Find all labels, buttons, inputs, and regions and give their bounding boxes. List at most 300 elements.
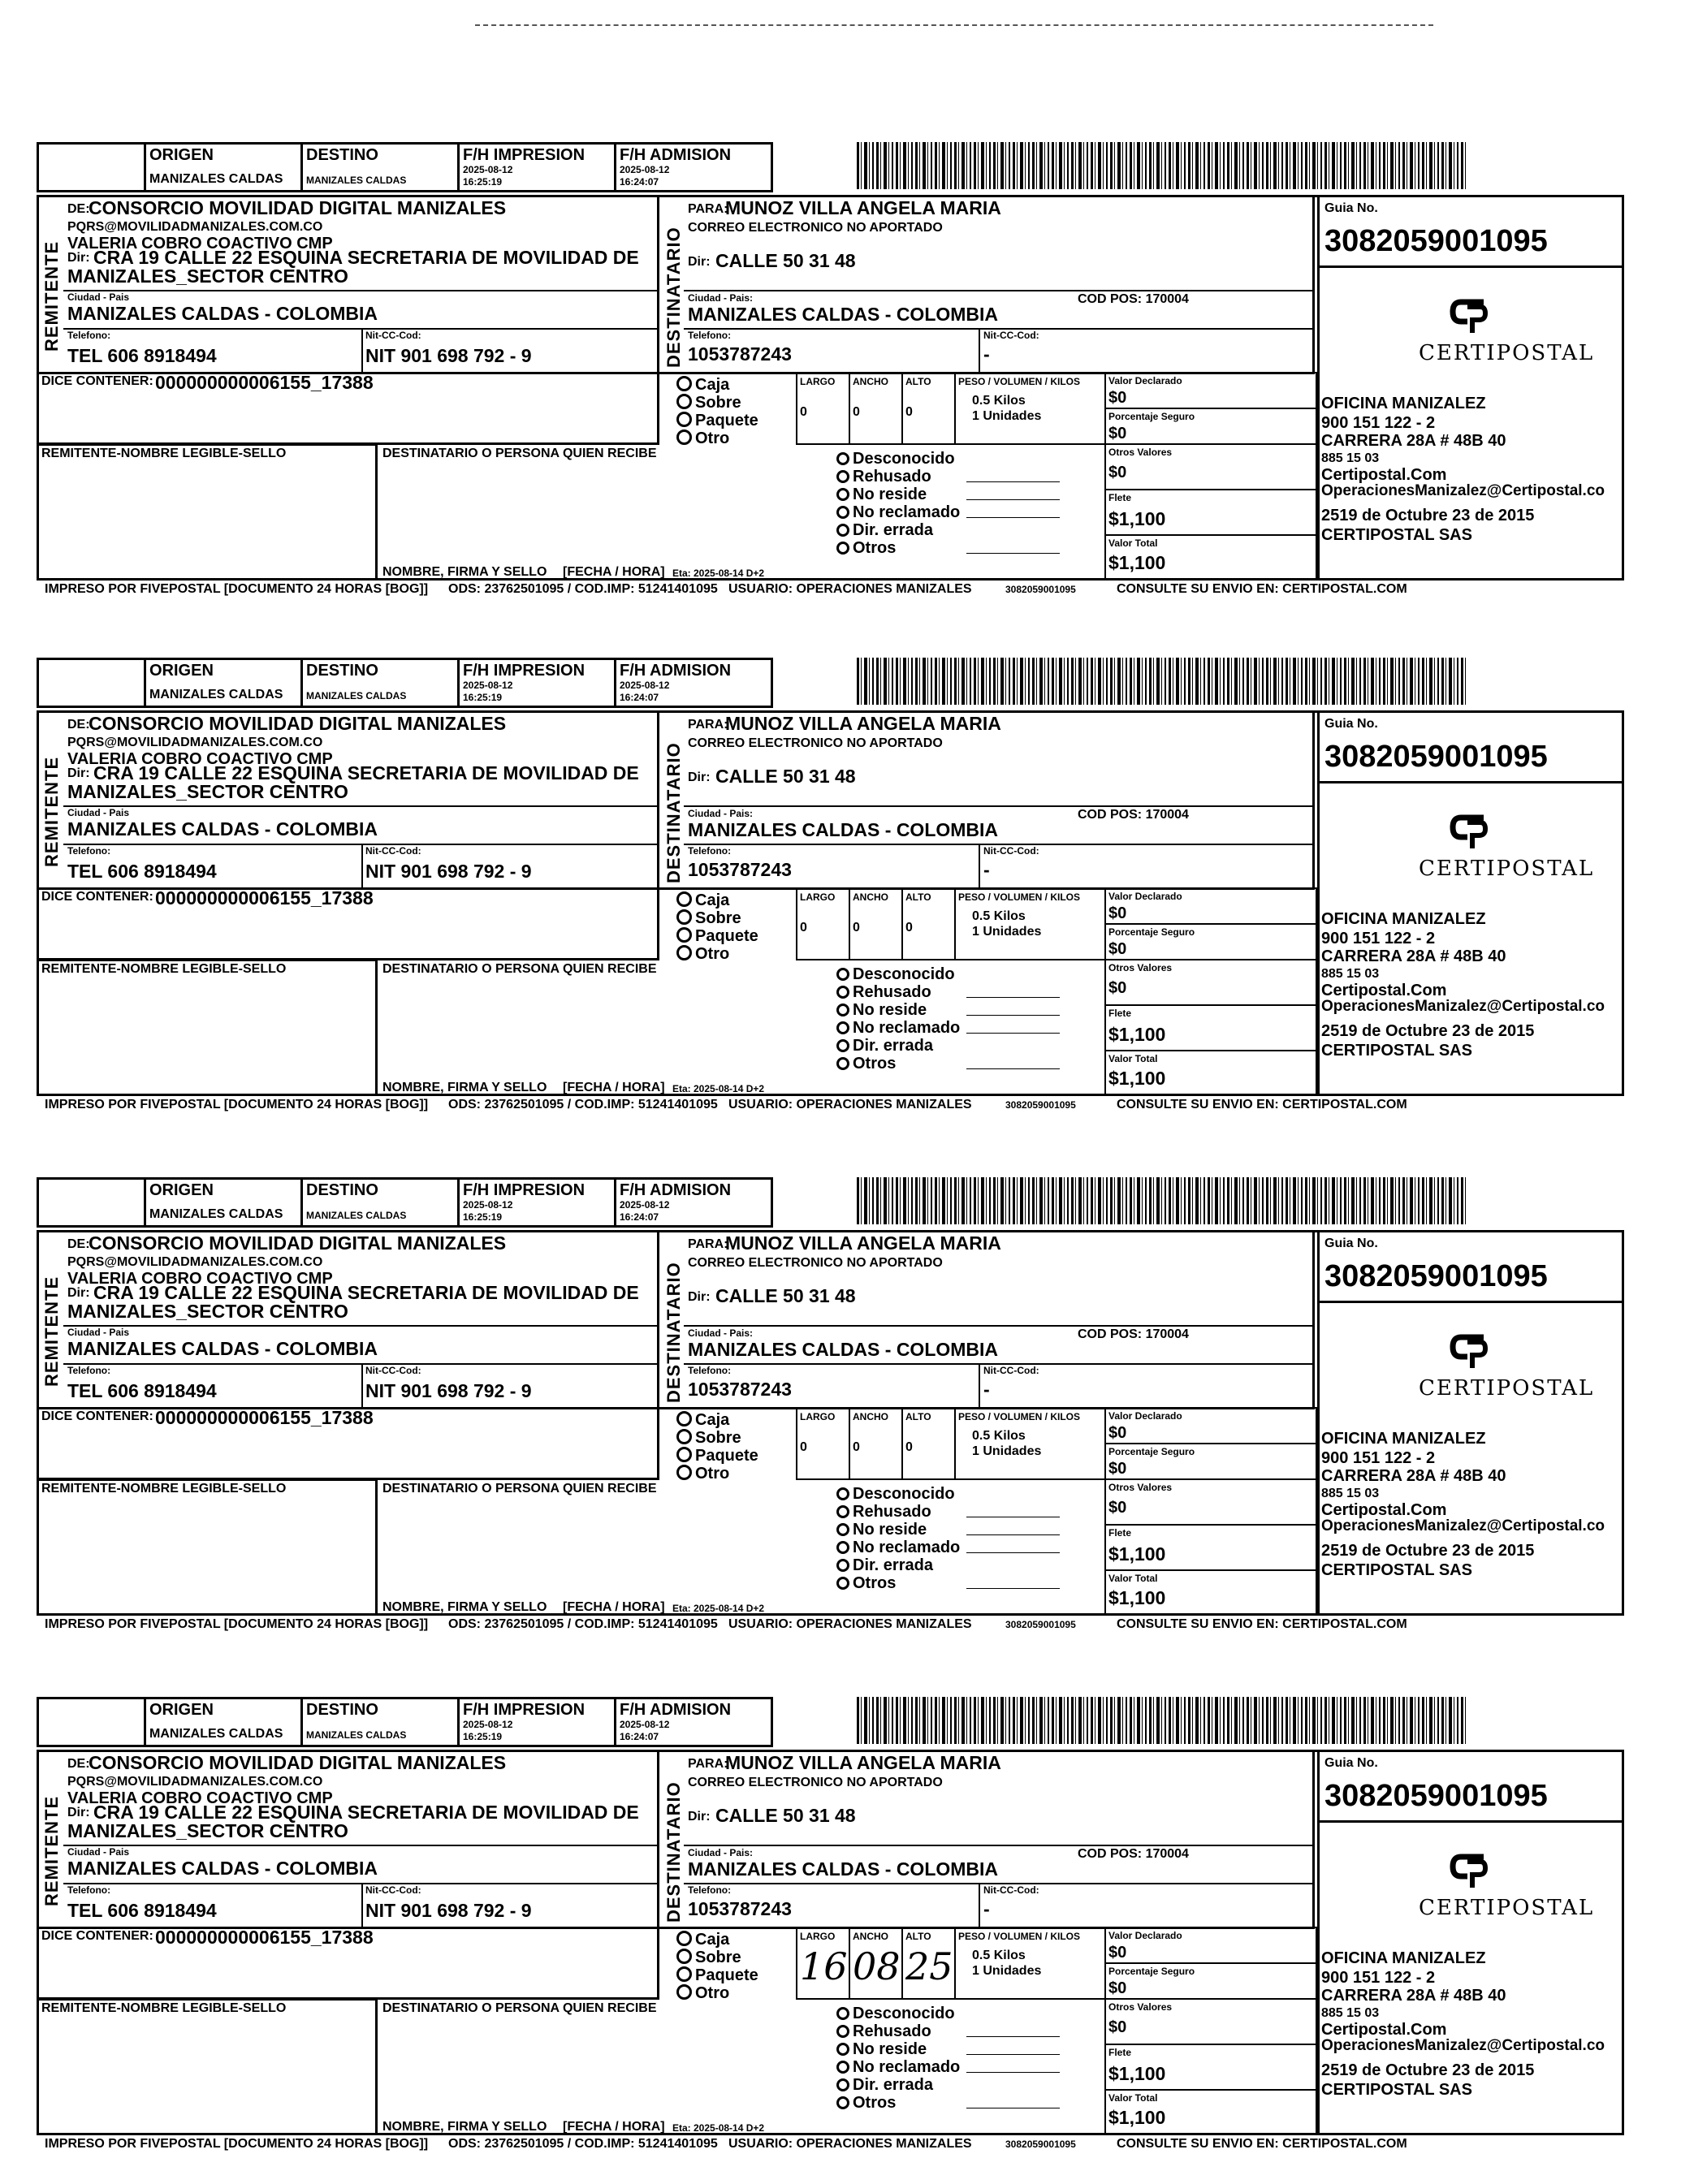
sender-nit: NIT 901 698 792 - 9 xyxy=(365,1380,532,1401)
sender-phone: TEL 606 8918494 xyxy=(67,1380,217,1401)
guia-box xyxy=(1317,195,1624,268)
firma-label: NOMBRE, FIRMA Y SELLO xyxy=(382,2120,547,2134)
sender-contact: VALERIA COBRO COACTIVO CMP xyxy=(67,1789,333,1807)
valor-declarado-label: Valor Declarado xyxy=(1108,891,1182,902)
recipient-city: MANIZALES CALDAS - COLOMBIA xyxy=(688,304,999,325)
reason-desconocido[interactable] xyxy=(836,966,955,982)
peso-label: PESO / VOLUMEN / KILOS xyxy=(958,1411,1081,1422)
radio-icon xyxy=(836,542,849,555)
flete-label: Flete xyxy=(1108,492,1132,503)
valor-declarado-value: $0 xyxy=(1108,904,1127,922)
remitente-sello-box xyxy=(37,443,378,581)
office-name: OFICINA MANIZALEZ xyxy=(1321,395,1486,412)
reason-dir-errada[interactable] xyxy=(836,1557,933,1573)
office-phone: 885 15 03 xyxy=(1321,451,1380,465)
origen-label: ORIGEN xyxy=(149,146,214,164)
destinatario-vertical-label: DESTINATARIO xyxy=(663,227,684,368)
logo-text: CERTIPOSTAL xyxy=(1419,341,1595,365)
dice-contener-label: DICE CONTENER: xyxy=(41,890,153,904)
recipient-nit-label: Nit-CC-Cod: xyxy=(983,845,1039,857)
option-paquete[interactable] xyxy=(676,412,758,429)
alto-box xyxy=(901,887,956,960)
ancho-label: ANCHO xyxy=(853,376,888,387)
sender-nit-label: Nit-CC-Cod: xyxy=(365,1884,421,1896)
remitente-sello-label: REMITENTE-NOMBRE LEGIBLE-SELLO xyxy=(41,447,287,460)
valor-total-value: $1,100 xyxy=(1108,1587,1166,1608)
reason-dir-errada-label: Dir. errada xyxy=(853,2076,933,2094)
option-otro-label: Otro xyxy=(695,429,730,447)
shipping-label xyxy=(37,1177,1624,1648)
destino-label: DESTINO xyxy=(306,1181,378,1199)
de-prefix: DE: xyxy=(67,1757,90,1771)
sender-phone-label: Telefono: xyxy=(67,1884,111,1896)
reason-rehusado-label: Rehusado xyxy=(853,2022,931,2040)
sender-city: MANIZALES CALDAS - COLOMBIA xyxy=(67,303,378,324)
footer-consulte: CONSULTE SU ENVIO EN: CERTIPOSTAL.COM xyxy=(1117,2137,1407,2151)
radio-icon xyxy=(676,1966,692,1982)
sender-city: MANIZALES CALDAS - COLOMBIA xyxy=(67,1858,378,1879)
unidades-value: 1 Unidades xyxy=(972,1444,1042,1458)
option-caja[interactable] xyxy=(676,1931,729,1948)
office-email: OperacionesManizalez@Certipostal.co xyxy=(1321,2037,1605,2054)
option-otro-label: Otro xyxy=(695,945,730,963)
option-otro[interactable] xyxy=(676,1465,729,1482)
valor-declarado-value: $0 xyxy=(1108,1944,1127,1962)
option-otro-label: Otro xyxy=(695,1465,730,1483)
divider xyxy=(63,1325,659,1327)
reason-blank-line xyxy=(966,517,1060,518)
recipient-dir-prefix: Dir: xyxy=(688,1290,711,1304)
reason-otros[interactable] xyxy=(836,2095,896,2111)
sender-phone-label: Telefono: xyxy=(67,1365,111,1376)
sender-email: PQRS@MOVILIDADMANIZALES.COM.CO xyxy=(67,736,323,749)
certipostal-c-icon xyxy=(1376,292,1563,341)
radio-icon xyxy=(676,1429,692,1444)
barcode xyxy=(857,658,1466,705)
largo-value: 16 xyxy=(800,1944,848,1988)
sender-name: CONSORCIO MOVILIDAD DIGITAL MANIZALES xyxy=(89,1232,507,1254)
flete-box xyxy=(1104,1004,1317,1051)
destino-box xyxy=(300,658,460,708)
office-resolution: 2519 de Octubre 23 de 2015 xyxy=(1321,2061,1535,2079)
recipient-name: MUNOZ VILLA ANGELA MARIA xyxy=(725,1232,1001,1254)
sender-city-label: Ciudad - Pais xyxy=(67,807,130,818)
sender-name: CONSORCIO MOVILIDAD DIGITAL MANIZALES xyxy=(89,713,507,734)
cod-pos: COD POS: 170004 xyxy=(1078,1327,1189,1341)
reason-no-reclamado-label: No reclamado xyxy=(853,1019,961,1037)
option-paquete[interactable] xyxy=(676,1966,758,1983)
remitente-sello-label: REMITENTE-NOMBRE LEGIBLE-SELLO xyxy=(41,962,287,976)
unidades-value: 1 Unidades xyxy=(972,925,1042,939)
recipient-nit: - xyxy=(983,1898,990,1919)
scan-artifact-line xyxy=(475,24,1433,26)
radio-icon xyxy=(836,1487,849,1500)
flete-value: $1,100 xyxy=(1108,2063,1166,2084)
reason-no-reside-label: No reside xyxy=(853,486,927,503)
option-paquete-label: Paquete xyxy=(695,1447,758,1465)
fh-admision-label: F/H ADMISION xyxy=(620,662,732,680)
sender-name: CONSORCIO MOVILIDAD DIGITAL MANIZALES xyxy=(89,1752,507,1773)
porcentaje-value: $0 xyxy=(1108,425,1127,442)
option-sobre[interactable] xyxy=(676,909,741,926)
destino-value: MANIZALES CALDAS xyxy=(306,1210,407,1221)
porcentaje-label: Porcentaje Seguro xyxy=(1108,411,1195,422)
footer-usuario: USUARIO: OPERACIONES MANIZALES xyxy=(728,1098,972,1111)
sender-dir-prefix: Dir: xyxy=(67,251,90,265)
fh-admision-date: 2025-08-12 xyxy=(620,680,670,691)
option-paquete[interactable] xyxy=(676,1447,758,1464)
fh-admision-time: 16:24:07 xyxy=(620,1211,659,1223)
largo-box xyxy=(796,887,850,960)
peso-box xyxy=(954,887,1106,960)
de-prefix: DE: xyxy=(67,718,90,732)
footer-guia: 3082059001095 xyxy=(1005,1099,1076,1111)
peso-box xyxy=(954,1407,1106,1480)
option-sobre[interactable] xyxy=(676,1949,741,1966)
radio-icon xyxy=(836,1505,849,1518)
flete-label: Flete xyxy=(1108,1008,1132,1019)
dice-contener-label: DICE CONTENER: xyxy=(41,1409,153,1423)
option-sobre[interactable] xyxy=(676,394,741,411)
reason-otros[interactable] xyxy=(836,1055,896,1072)
recipient-name: MUNOZ VILLA ANGELA MARIA xyxy=(725,1752,1001,1773)
guia-box xyxy=(1317,710,1624,783)
sender-address-line2: MANIZALES_SECTOR CENTRO xyxy=(67,781,348,802)
fh-admision-box xyxy=(614,1697,773,1747)
recipient-nit-label: Nit-CC-Cod: xyxy=(983,330,1039,341)
option-paquete-label: Paquete xyxy=(695,412,758,429)
sender-nit: NIT 901 698 792 - 9 xyxy=(365,1900,532,1921)
valor-total-box xyxy=(1104,1569,1317,1616)
destino-box xyxy=(300,142,460,192)
cod-pos: COD POS: 170004 xyxy=(1078,292,1189,306)
office-nit: 900 151 122 - 2 xyxy=(1321,930,1436,947)
footer-guia: 3082059001095 xyxy=(1005,2139,1076,2150)
office-nit: 900 151 122 - 2 xyxy=(1321,1449,1436,1467)
recipient-dir-prefix: Dir: xyxy=(688,770,711,784)
reason-otros[interactable] xyxy=(836,540,896,556)
radio-icon xyxy=(676,1447,692,1462)
guia-number: 3082059001095 xyxy=(1324,1779,1548,1813)
logo-text: CERTIPOSTAL xyxy=(1419,857,1595,881)
recipient-city: MANIZALES CALDAS - COLOMBIA xyxy=(688,1858,999,1880)
sender-city: MANIZALES CALDAS - COLOMBIA xyxy=(67,1338,378,1359)
destinatario-recibe-label: DESTINATARIO O PERSONA QUIEN RECIBE xyxy=(382,447,657,460)
reason-dir-errada-label: Dir. errada xyxy=(853,521,933,539)
fh-admision-box xyxy=(614,142,773,192)
recipient-nit: - xyxy=(983,343,990,365)
sender-contact: VALERIA COBRO COACTIVO CMP xyxy=(67,235,333,252)
certipostal-logo xyxy=(1376,1327,1595,1409)
origen-value: MANIZALES CALDAS xyxy=(149,172,283,186)
recipient-email: CORREO ELECTRONICO NO APORTADO xyxy=(688,1776,943,1789)
flete-label: Flete xyxy=(1108,1527,1132,1539)
valor-declarado-box xyxy=(1104,372,1317,409)
valor-declarado-value: $0 xyxy=(1108,1424,1127,1442)
radio-icon xyxy=(676,945,692,960)
origen-box xyxy=(144,658,303,708)
destino-box xyxy=(300,1697,460,1747)
remitente-vertical-label: REMITENTE xyxy=(41,240,62,352)
recipient-city: MANIZALES CALDAS - COLOMBIA xyxy=(688,819,999,840)
sender-nit: NIT 901 698 792 - 9 xyxy=(365,861,532,882)
radio-icon xyxy=(676,1984,692,2000)
reason-desconocido-label: Desconocido xyxy=(853,2005,955,2022)
guia-number: 3082059001095 xyxy=(1324,740,1548,774)
guia-label: Guia No. xyxy=(1324,1237,1378,1250)
reason-rehusado-label: Rehusado xyxy=(853,983,931,1001)
fh-admision-label: F/H ADMISION xyxy=(620,1181,732,1199)
reason-otros-label: Otros xyxy=(853,1055,897,1073)
office-resolution: 2519 de Octubre 23 de 2015 xyxy=(1321,507,1535,524)
option-paquete[interactable] xyxy=(676,927,758,944)
ancho-value: 0 xyxy=(853,405,860,419)
option-caja[interactable] xyxy=(676,1411,729,1428)
option-sobre[interactable] xyxy=(676,1429,741,1446)
otros-valores-box xyxy=(1104,1478,1317,1526)
recipient-phone-label: Telefono: xyxy=(688,845,732,857)
valor-declarado-box xyxy=(1104,1407,1317,1444)
fh-impresion-box xyxy=(457,1177,616,1228)
recipient-dir-prefix: Dir: xyxy=(688,255,711,269)
divider xyxy=(63,805,659,807)
sender-nit-label: Nit-CC-Cod: xyxy=(365,330,421,341)
office-company: CERTIPOSTAL SAS xyxy=(1321,2081,1472,2099)
footer-impreso: IMPRESO POR FIVEPOSTAL [DOCUMENTO 24 HORAS [BOG]] xyxy=(45,1098,429,1111)
sender-phone: TEL 606 8918494 xyxy=(67,1900,217,1921)
ancho-box xyxy=(849,1927,903,2000)
recipient-address: CALLE 50 31 48 xyxy=(715,1285,856,1306)
sender-email: PQRS@MOVILIDADMANIZALES.COM.CO xyxy=(67,1255,323,1269)
sender-contact: VALERIA COBRO COACTIVO CMP xyxy=(67,750,333,768)
fh-admision-time: 16:24:07 xyxy=(620,176,659,188)
option-otro[interactable] xyxy=(676,945,729,962)
footer-ods: ODS: 23762501095 / COD.IMP: 51241401095 xyxy=(448,1098,718,1111)
option-otro[interactable] xyxy=(676,429,729,447)
option-sobre-label: Sobre xyxy=(695,909,741,927)
origen-value: MANIZALES CALDAS xyxy=(149,1727,283,1741)
shipping-label xyxy=(37,658,1624,1129)
alto-value: 25 xyxy=(905,1944,953,1988)
reason-otros[interactable] xyxy=(836,1575,896,1591)
office-email: OperacionesManizalez@Certipostal.co xyxy=(1321,482,1605,499)
reason-dir-errada[interactable] xyxy=(836,1038,933,1054)
recipient-nit: - xyxy=(983,859,990,880)
alto-label: ALTO xyxy=(905,376,931,387)
fh-impresion-time: 16:25:19 xyxy=(463,1731,503,1742)
porcentaje-value: $0 xyxy=(1108,940,1127,958)
office-company: CERTIPOSTAL SAS xyxy=(1321,1042,1472,1060)
destino-label: DESTINO xyxy=(306,1701,378,1719)
recipient-phone: 1053787243 xyxy=(688,859,792,880)
barcode xyxy=(857,1697,1466,1744)
sender-phone: TEL 606 8918494 xyxy=(67,345,217,366)
recipient-city-label: Ciudad - Pais: xyxy=(688,1327,754,1339)
largo-label: LARGO xyxy=(800,891,836,903)
reason-blank-line xyxy=(966,2072,1060,2073)
otros-valores-label: Otros Valores xyxy=(1108,1482,1173,1493)
radio-icon xyxy=(836,452,849,465)
reason-rehusado[interactable] xyxy=(836,984,931,1000)
divider xyxy=(63,290,659,291)
recipient-nit: - xyxy=(983,1379,990,1400)
certipostal-logo xyxy=(1376,292,1595,373)
option-caja-label: Caja xyxy=(695,1931,730,1949)
reason-desconocido[interactable] xyxy=(836,1486,955,1502)
origen-value: MANIZALES CALDAS xyxy=(149,1207,283,1221)
sender-address-line1: CRA 19 CALLE 22 ESQUINA SECRETARIA DE MOVILIDAD DE xyxy=(93,762,639,783)
porcentaje-value: $0 xyxy=(1108,1460,1127,1478)
porcentaje-value: $0 xyxy=(1108,1979,1127,1997)
reason-otros-label: Otros xyxy=(853,2094,897,2112)
radio-icon xyxy=(836,1577,849,1590)
reason-rehusado[interactable] xyxy=(836,2023,931,2039)
office-phone: 885 15 03 xyxy=(1321,1487,1380,1500)
fh-admision-box xyxy=(614,658,773,708)
guia-box xyxy=(1317,1230,1624,1303)
reason-rehusado[interactable] xyxy=(836,1504,931,1520)
reason-rehusado[interactable] xyxy=(836,468,931,485)
radio-icon xyxy=(836,2025,849,2038)
reason-dir-errada-label: Dir. errada xyxy=(853,1037,933,1055)
fh-impresion-box xyxy=(457,658,616,708)
reason-no-reside[interactable] xyxy=(836,486,927,503)
certipostal-c-icon xyxy=(1376,808,1563,857)
largo-label: LARGO xyxy=(800,1411,836,1422)
valor-total-box xyxy=(1104,534,1317,581)
valor-total-label: Valor Total xyxy=(1108,1573,1158,1584)
remitente-vertical-label: REMITENTE xyxy=(41,1275,62,1387)
reason-dir-errada[interactable] xyxy=(836,522,933,538)
alto-value: 0 xyxy=(905,405,913,419)
largo-box xyxy=(796,372,850,445)
origen-box xyxy=(144,1177,303,1228)
reason-no-reside[interactable] xyxy=(836,2041,927,2057)
eta-value: Eta: 2025-08-14 D+2 xyxy=(672,1083,765,1094)
alto-label: ALTO xyxy=(905,1931,931,1942)
sender-city-label: Ciudad - Pais xyxy=(67,1846,130,1858)
divider xyxy=(684,290,1315,291)
porcentaje-box xyxy=(1104,408,1317,445)
reason-desconocido-label: Desconocido xyxy=(853,1485,955,1503)
recipient-phone: 1053787243 xyxy=(688,1379,792,1400)
largo-value: 0 xyxy=(800,921,807,934)
footer-usuario: USUARIO: OPERACIONES MANIZALES xyxy=(728,2137,972,2151)
reason-no-reclamado[interactable] xyxy=(836,1539,960,1556)
alto-box xyxy=(901,1927,956,2000)
blank-header-box xyxy=(37,1177,146,1228)
reason-no-reside[interactable] xyxy=(836,1521,927,1538)
porcentaje-box xyxy=(1104,1443,1317,1480)
sender-phone-label: Telefono: xyxy=(67,845,111,857)
office-resolution: 2519 de Octubre 23 de 2015 xyxy=(1321,1022,1535,1040)
office-email: OperacionesManizalez@Certipostal.co xyxy=(1321,998,1605,1015)
remitente-vertical-label: REMITENTE xyxy=(41,1795,62,1906)
office-resolution: 2519 de Octubre 23 de 2015 xyxy=(1321,1542,1535,1560)
fh-impresion-date: 2025-08-12 xyxy=(463,1199,513,1211)
sender-city-label: Ciudad - Pais xyxy=(67,291,130,303)
option-caja[interactable] xyxy=(676,376,729,393)
radio-icon xyxy=(676,1465,692,1480)
peso-value: 0.5 Kilos xyxy=(972,1949,1026,1962)
flete-box xyxy=(1104,1524,1317,1571)
radio-icon xyxy=(836,2096,849,2109)
reason-desconocido-label: Desconocido xyxy=(853,450,955,468)
valor-total-label: Valor Total xyxy=(1108,537,1158,549)
recipient-city-label: Ciudad - Pais: xyxy=(688,808,754,819)
option-caja-label: Caja xyxy=(695,891,730,909)
reason-no-reclamado[interactable] xyxy=(836,1020,960,1036)
radio-icon xyxy=(676,891,692,907)
reason-desconocido[interactable] xyxy=(836,451,955,467)
flete-value: $1,100 xyxy=(1108,508,1166,529)
fh-admision-date: 2025-08-12 xyxy=(620,1719,670,1730)
recipient-name: MUNOZ VILLA ANGELA MARIA xyxy=(725,713,1001,734)
origen-box xyxy=(144,142,303,192)
reason-dir-errada[interactable] xyxy=(836,2077,933,2093)
reason-blank-line xyxy=(966,1015,1060,1016)
radio-icon xyxy=(836,986,849,999)
sender-address-line2: MANIZALES_SECTOR CENTRO xyxy=(67,1301,348,1322)
remitente-sello-box xyxy=(37,1998,378,2135)
largo-value: 0 xyxy=(800,1440,807,1454)
reason-no-reside[interactable] xyxy=(836,1002,927,1018)
dice-contener-label: DICE CONTENER: xyxy=(41,1929,153,1943)
reason-no-reclamado[interactable] xyxy=(836,2059,960,2075)
divider xyxy=(63,1845,659,1846)
fh-impresion-time: 16:25:19 xyxy=(463,692,503,703)
de-prefix: DE: xyxy=(67,1237,90,1251)
footer-impreso: IMPRESO POR FIVEPOSTAL [DOCUMENTO 24 HORAS [BOG]] xyxy=(45,1617,429,1631)
peso-box xyxy=(954,372,1106,445)
option-caja[interactable] xyxy=(676,891,729,909)
reason-blank-line xyxy=(966,997,1060,998)
peso-value: 0.5 Kilos xyxy=(972,909,1026,923)
ancho-box xyxy=(849,887,903,960)
fecha-hora-label: [FECHA / HORA] xyxy=(563,1081,665,1094)
reason-no-reclamado[interactable] xyxy=(836,504,960,520)
footer-impreso: IMPRESO POR FIVEPOSTAL [DOCUMENTO 24 HORAS [BOG]] xyxy=(45,582,429,596)
radio-icon xyxy=(836,2078,849,2091)
office-phone: 885 15 03 xyxy=(1321,967,1380,981)
reason-blank-line xyxy=(966,1068,1060,1069)
recipient-phone: 1053787243 xyxy=(688,343,792,365)
origen-label: ORIGEN xyxy=(149,662,214,680)
option-paquete-label: Paquete xyxy=(695,1966,758,1984)
certipostal-logo xyxy=(1376,808,1595,889)
radio-icon xyxy=(676,376,692,391)
radio-icon xyxy=(836,968,849,981)
ancho-box xyxy=(849,1407,903,1480)
valor-declarado-label: Valor Declarado xyxy=(1108,1410,1182,1422)
option-otro[interactable] xyxy=(676,1984,729,2001)
reason-desconocido-label: Desconocido xyxy=(853,965,955,983)
otros-valores-value: $0 xyxy=(1108,1499,1127,1517)
valor-declarado-value: $0 xyxy=(1108,389,1127,407)
porcentaje-box xyxy=(1104,923,1317,960)
reason-no-reside-label: No reside xyxy=(853,2040,927,2058)
logo-text: CERTIPOSTAL xyxy=(1419,1376,1595,1401)
firma-label: NOMBRE, FIRMA Y SELLO xyxy=(382,1081,547,1094)
radio-icon xyxy=(676,1411,692,1427)
reason-desconocido[interactable] xyxy=(836,2005,955,2022)
fh-admision-time: 16:24:07 xyxy=(620,692,659,703)
certipostal-c-icon xyxy=(1376,1327,1563,1376)
footer-consulte: CONSULTE SU ENVIO EN: CERTIPOSTAL.COM xyxy=(1117,1098,1407,1111)
sender-address-line1: CRA 19 CALLE 22 ESQUINA SECRETARIA DE MOVILIDAD DE xyxy=(93,247,639,268)
divider xyxy=(684,1325,1315,1327)
radio-icon xyxy=(836,1004,849,1016)
